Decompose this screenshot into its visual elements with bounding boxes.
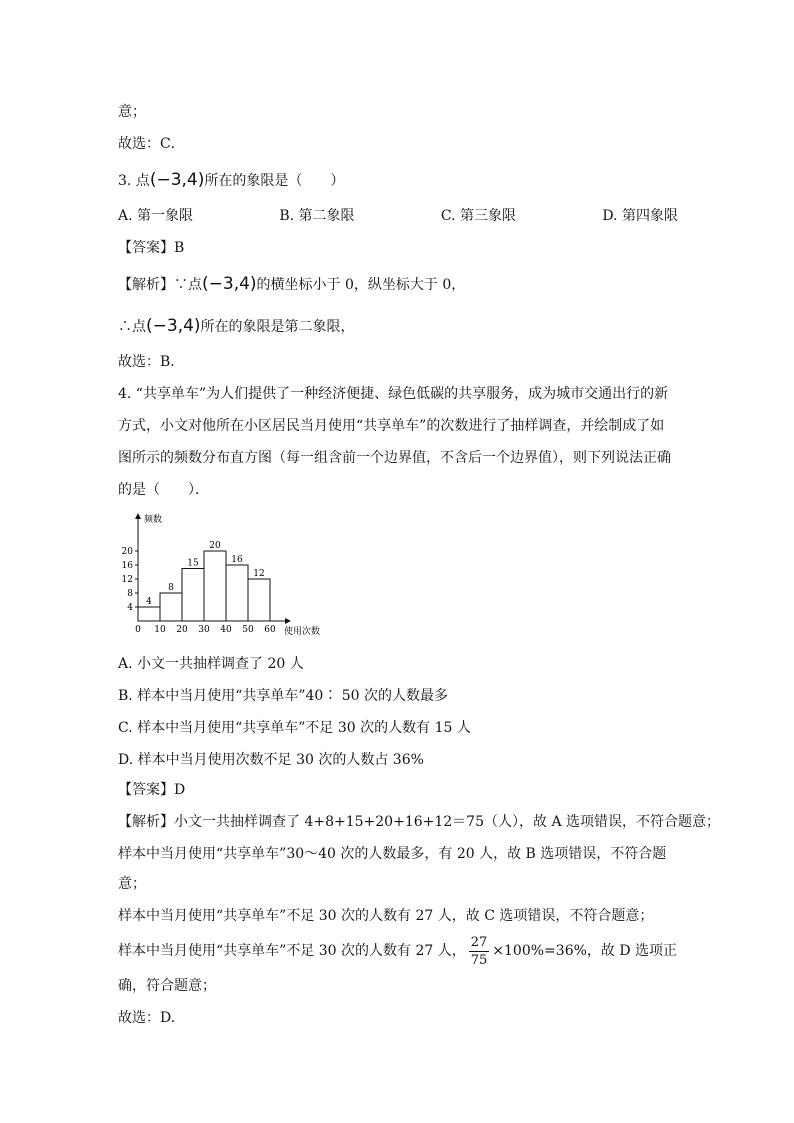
option-d: D. 第四象限 — [602, 208, 678, 224]
bar-data-label: 20 — [209, 541, 221, 551]
q3-options — [118, 206, 678, 226]
explanation-line — [118, 316, 355, 337]
question-3 — [118, 170, 344, 191]
explanation-line: 样本中当月使用“共享单车”30～40 次的人数最多，有 20 人，故 B 选项错误，不符合题 — [118, 846, 667, 862]
y-tick-label: 20 — [121, 547, 133, 557]
text-line: 故选：C． — [118, 136, 185, 152]
histogram-bar — [204, 551, 226, 621]
question-stem: 所在的象限是（ ） — [204, 173, 345, 189]
y-tick-label: 4 — [127, 603, 133, 613]
x-tick-label: 20 — [176, 625, 188, 635]
bar-data-label: 12 — [253, 569, 265, 579]
explanation-line: 意； — [118, 876, 146, 892]
option-b: B. 样本中当月使用“共享单车”40∶ 50 次的人数最多 — [118, 688, 449, 704]
x-tick-label: 30 — [198, 625, 210, 635]
bar-data-label: 8 — [168, 583, 174, 593]
fraction-numerator: 27 — [470, 934, 488, 950]
math-point: (−3,4) — [202, 274, 257, 294]
option-a: A. 第一象限 — [118, 208, 194, 224]
math-point: (−3,4) — [146, 316, 201, 336]
answer-line: 【答案】D — [118, 782, 186, 798]
histogram-bar — [182, 569, 204, 622]
option-c: C. 样本中当月使用“共享单车”不足 30 次的人数有 15 人 — [118, 720, 471, 736]
y-tick-label: 16 — [121, 561, 133, 571]
question-4-line: 的是（ ）． — [118, 482, 209, 498]
explanation-text: 的横坐标小于 0，纵坐标大于 0， — [256, 277, 466, 293]
text-line: 故选：D. — [118, 1010, 176, 1026]
y-tick-label: 12 — [121, 575, 133, 585]
math-point: (−3,4) — [149, 170, 205, 190]
histogram-bar — [160, 593, 182, 621]
bar-data-label: 16 — [231, 555, 243, 565]
option-d: D. 样本中当月使用次数不足 30 次的人数占 36% — [118, 752, 424, 768]
explanation-text: ∴点 — [118, 319, 146, 335]
option-c: C. 第三象限 — [440, 208, 516, 224]
option-a: A. 小文一共抽样调查了 20 人 — [118, 656, 304, 672]
bar-data-label: 4 — [146, 597, 152, 607]
fraction — [469, 934, 490, 969]
explanation-text: ×100%=36%，故 D 选项正 — [492, 943, 678, 959]
histogram-bar — [226, 565, 248, 621]
explanation-line — [118, 932, 677, 970]
explanation-line: 【解析】小文一共抽样调查了 4+8+15+20+16+12＝75（人），故 A 选项错误，不符合题意； — [118, 814, 720, 830]
x-tick-label: 50 — [242, 625, 254, 635]
y-axis-label: 频数 — [144, 515, 163, 525]
fraction-denominator: 75 — [470, 952, 488, 968]
explanation-text: 样本中当月使用“共享单车”不足 30 次的人数有 27 人， — [118, 943, 466, 959]
question-4-line: 4. “共享单车”为人们提供了一种经济便捷、绿色低碳的共享服务，成为城市交通出行的新 — [118, 386, 669, 402]
text-line: 故选：B． — [118, 354, 185, 370]
histogram-chart — [118, 506, 338, 646]
x-axis-label: 使用次数 — [284, 627, 321, 637]
x-tick-label: 0 — [135, 625, 141, 635]
x-tick-label: 10 — [154, 625, 166, 635]
explanation-text: 【解析】∵点 — [118, 277, 202, 293]
explanation-line: 样本中当月使用“共享单车”不足 30 次的人数有 27 人，故 C 选项错误，不符合题意； — [118, 908, 654, 924]
explanation-text: 所在的象限是第二象限， — [200, 319, 355, 335]
bar-data-label: 15 — [187, 558, 199, 569]
x-tick-label: 60 — [264, 625, 276, 635]
histogram-bar — [248, 579, 270, 621]
text-line: 意； — [118, 104, 146, 120]
question-4-line: 图所示的频数分布直方图（每一组含前一个边界值，不含后一个边界值），则下列说法正确 — [118, 450, 671, 466]
y-tick-label: 8 — [127, 589, 133, 599]
explanation-line: 确，符合题意； — [118, 978, 216, 994]
question-number: 3. 点 — [118, 173, 150, 189]
explanation-line — [118, 274, 465, 295]
option-b: B. 第二象限 — [279, 208, 355, 224]
question-4-line: 方式，小文对他所在小区居民当月使用“共享单车”的次数进行了抽样调查，并绘制成了如 — [118, 418, 665, 434]
x-tick-label: 40 — [220, 625, 232, 635]
answer-line: 【答案】B — [118, 240, 185, 256]
histogram-bar — [138, 607, 160, 621]
